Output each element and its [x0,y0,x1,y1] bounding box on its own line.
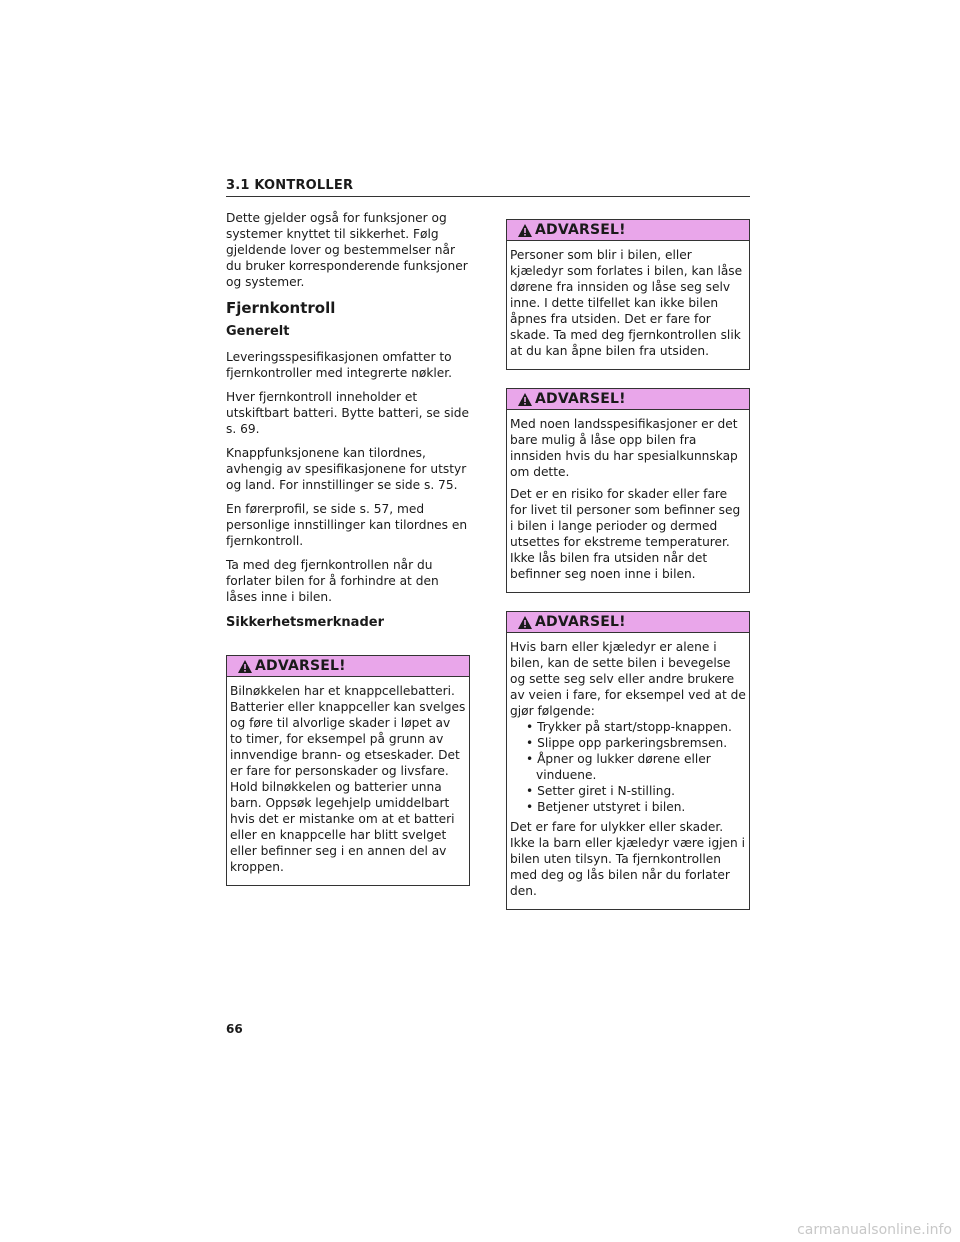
heading-fjernkontroll: Fjernkontroll [226,299,336,317]
warning-header [507,389,749,410]
list-item: • Trykker på start/stopp-knappen. [510,719,746,735]
intro-paragraph: Dette gjelder også for funksjoner og systemer knyttet til sikkerhet. Følg gjeldende lover og bestemmelser når du bruker korresponderende funksjoner og systemer. [226,211,468,289]
page-header [226,178,750,197]
list-item: • Setter giret i N-stilling. [510,783,746,799]
warning-triangle-icon [517,223,533,238]
list-item: • Betjener utstyret i bilen. [510,799,746,815]
warning-title: ADVARSEL! [535,391,626,407]
paragraph-2: Hver fjernkontroll inneholder et utskiftbart batteri. Bytte batteri, se side s. 69. [226,390,470,436]
warning-text-2: Det er en risiko for skader eller fare for livet til personer som befinner seg i bilen i lange perioder og dermed utsettes for ekstreme temperaturer. Ikke lås bilen fra utsiden når det befinner seg noen inne i bilen. [510,487,741,581]
warning-triangle-icon [517,392,533,407]
warning-box-children-pets [506,611,750,910]
warning-header [507,220,749,241]
warning-list [510,719,746,815]
warning-title: ADVARSEL! [535,614,626,630]
list-item: • Åpner og lukker dørene eller vinduene. [510,751,746,783]
warning-body [227,677,469,885]
right-column [506,210,750,910]
header-divider [226,196,750,197]
warning-box-unlock-inside [506,388,750,593]
paragraph-5: Ta med deg fjernkontrollen når du forlater bilen for å forhindre at den låses inne i bilen. [226,558,439,604]
warning-triangle-icon [237,659,253,674]
warning-title: ADVARSEL! [535,222,626,238]
warning-title: ADVARSEL! [255,658,346,674]
page-number: 66 [226,1022,243,1036]
watermark: carmanualsonline.info [797,1222,952,1238]
paragraph-3: Knappfunksjonene kan tilordnes, avhengig av spesifikasjonene for utstyr og land. For innstillinger se side s. 75. [226,446,467,492]
warning-body [507,633,749,909]
warning-header [227,656,469,677]
warning-triangle-icon [517,615,533,630]
list-item: • Slippe opp parkeringsbremsen. [510,735,746,751]
subheading-generelt: Generelt [226,324,290,339]
warning-outro: Det er fare for ulykker eller skader. Ikke la barn eller kjæledyr være igjen i bilen uten tilsyn. Ta fjernkontrollen med deg og lås bilen når du forlater den. [510,820,746,898]
section-title: 3.1 KONTROLLER [226,178,354,193]
paragraph-1: Leveringsspesifikasjonen omfatter to fjernkontroller med integrerte nøkler. [226,350,453,380]
warning-box-lock-inside [506,219,750,370]
warning-header [507,612,749,633]
warning-intro: Hvis barn eller kjæledyr er alene i bilen, kan de sette bilen i bevegelse og sette seg selv eller andre brukere av veien i fare, for eksempel ved at de gjør følgende: [510,640,746,718]
warning-text-1: Med noen landsspesifikasjoner er det bare mulig å låse opp bilen fra innsiden hvis du har spesialkunnskap om dette. [510,417,738,479]
warning-body [507,241,749,369]
left-column [226,210,470,886]
warning-body [507,410,749,592]
warning-text: Personer som blir i bilen, eller kjæledyr som forlates i bilen, kan låse dørene fra innsiden og låse seg selv inne. I dette tilfellet kan ikke bilen åpnes fra utsiden. Det er fare for skade. Ta med deg fjernkontrollen slik at du kan åpne bilen fra utsiden. [510,248,743,358]
paragraph-4: En førerprofil, se side s. 57, med personlige innstillinger kan tilordnes en fjernkontroll. [226,502,468,548]
warning-box-battery [226,655,470,886]
subheading-sikkerhetsmerknader: Sikkerhetsmerknader [226,615,384,630]
warning-text: Bilnøkkelen har et knappcellebatteri. Batterier eller knappceller kan svelges og føre til alvorlige skader i løpet av to timer, for eksempel på grunn av innvendige brann- og etseskader. Det er fare for personskader og livsfare. Hold bilnøkkelen og batterier unna barn. Oppsøk legehjelp umiddelbart hvis det er mistanke om at et batteri eller en knappcelle har blitt svelget eller befinner seg i en annen del av kroppen. [230,684,466,874]
